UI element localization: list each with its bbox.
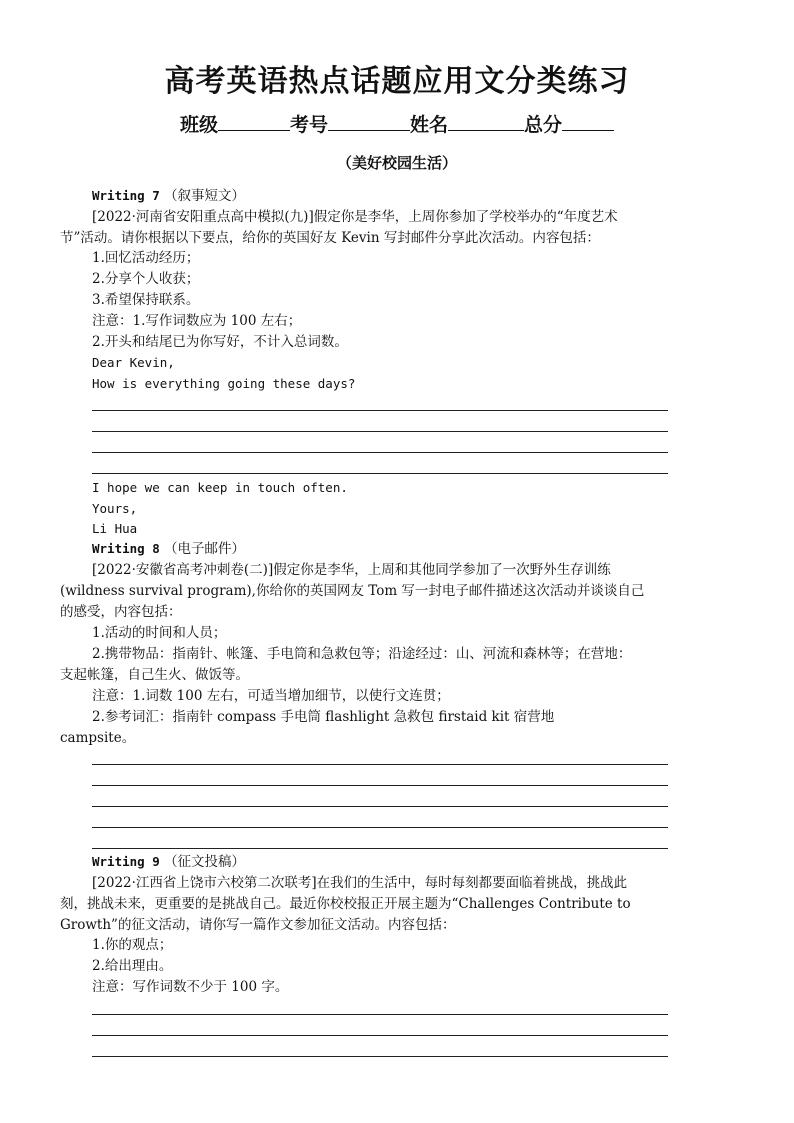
writing-8-point-1: 1.活动的时间和人员； (92, 625, 227, 641)
writing-9-label: Writing 9 (92, 854, 160, 869)
page-title: 高考英语热点话题应用文分类练习 (164, 64, 630, 99)
writing-7-sign-off: Yours, (92, 501, 138, 516)
writing-7-signature: Li Hua (92, 521, 138, 536)
writing-8-note-2: 2.参考词汇：指南针 compass 手电筒 flashlight 急救包 firstaid kit 宿营地 (92, 709, 555, 725)
writing-9-prompt-line-1: [2022·江西省上饶市六校第二次联考]在我们的生活中，每时每刻都要面临着挑战，挑战此 (92, 875, 628, 891)
writing-7-opening: How is everything going these days? (92, 376, 356, 391)
writing-7-closing: I hope we can keep in touch often. (92, 480, 348, 495)
writing-9-prompt-line-3: Growth”的征文活动，请你写一篇作文参加征文活动。内容包括： (60, 917, 456, 933)
writing-7-greeting: Dear Kevin, (92, 355, 175, 370)
writing-7-point-3: 3.希望保持联系。 (92, 292, 200, 308)
writing-7-type: （叙事短文） (164, 188, 246, 204)
writing-7-note-1: 注意：1.写作词数应为 100 左右； (92, 313, 302, 329)
answer-line[interactable] (92, 785, 668, 786)
writing-9-point-1: 1.你的观点； (92, 937, 173, 953)
writing-8-type: （电子邮件） (164, 541, 246, 557)
writing-9-point-2: 2.给出理由。 (92, 958, 173, 974)
exam-number-blank[interactable] (328, 110, 410, 131)
class-label: 班级 (179, 114, 218, 136)
writing-9-heading (92, 852, 245, 872)
writing-7-prompt-line-1: [2022·河南省安阳重点高中模拟(九)]假定你是李华，上周你参加了学校举办的“年度艺术 (92, 209, 618, 225)
class-blank[interactable] (218, 110, 290, 131)
section-heading: （美好校园生活） (336, 154, 457, 172)
writing-7-point-2: 2.分享个人收获； (92, 271, 200, 287)
score-label: 总分 (524, 114, 563, 136)
writing-7-point-1: 1.回忆活动经历； (92, 250, 200, 266)
answer-line[interactable] (92, 452, 668, 453)
answer-line[interactable] (92, 1014, 668, 1015)
writing-8-prompt-line-2: (wildness survival program),你给你的英国网友 Tom 写一封电子邮件描述这次活动并谈谈自己 (60, 583, 645, 599)
answer-line[interactable] (92, 473, 668, 474)
answer-line[interactable] (92, 806, 668, 807)
writing-7-prompt-line-2: 节”活动。请你根据以下要点，给你的英国好友 Kevin 写封邮件分享此次活动。内容包括： (60, 230, 600, 246)
writing-7-heading (92, 186, 245, 206)
writing-8-note-3: campsite。 (60, 730, 136, 746)
writing-7-label: Writing 7 (92, 188, 160, 203)
answer-line[interactable] (92, 764, 668, 765)
writing-9-type: （征文投稿） (164, 854, 246, 870)
writing-8-label: Writing 8 (92, 541, 160, 556)
writing-7-note-2: 2.开头和结尾已为你写好，不计入总词数。 (92, 334, 348, 350)
writing-8-prompt-line-3: 的感受，内容包括： (60, 604, 182, 620)
writing-8-point-2a: 2.携带物品：指南针、帐篷、手电筒和急救包等；沿途经过：山、河流和森林等；在营地： (92, 646, 632, 662)
writing-9-prompt-line-2: 刻，挑战未来，更重要的是挑战自己。最近你校校报正开展主题为“Challenges Contribute to (60, 896, 631, 912)
exam-number-label: 考号 (289, 114, 328, 136)
writing-8-prompt-line-1: [2022·安徽省高考冲刺卷(二)]假定你是李华，上周和其他同学参加了一次野外生存训练 (92, 562, 611, 578)
answer-line[interactable] (92, 410, 668, 411)
answer-line[interactable] (92, 1056, 668, 1057)
writing-9-note-1: 注意：写作词数不少于 100 字。 (92, 979, 289, 995)
name-blank[interactable] (448, 110, 524, 131)
student-info-row (0, 110, 794, 139)
answer-line[interactable] (92, 827, 668, 828)
writing-8-note-1: 注意：1.词数 100 左右，可适当增加细节，以使行文连贯； (92, 688, 450, 704)
score-blank[interactable] (562, 110, 614, 131)
answer-line[interactable] (92, 848, 668, 849)
answer-line[interactable] (92, 431, 668, 432)
answer-line[interactable] (92, 1035, 668, 1036)
name-label: 姓名 (410, 114, 449, 136)
writing-8-heading (92, 539, 245, 559)
writing-8-point-2b: 支起帐篷，自己生火、做饭等。 (60, 667, 249, 683)
